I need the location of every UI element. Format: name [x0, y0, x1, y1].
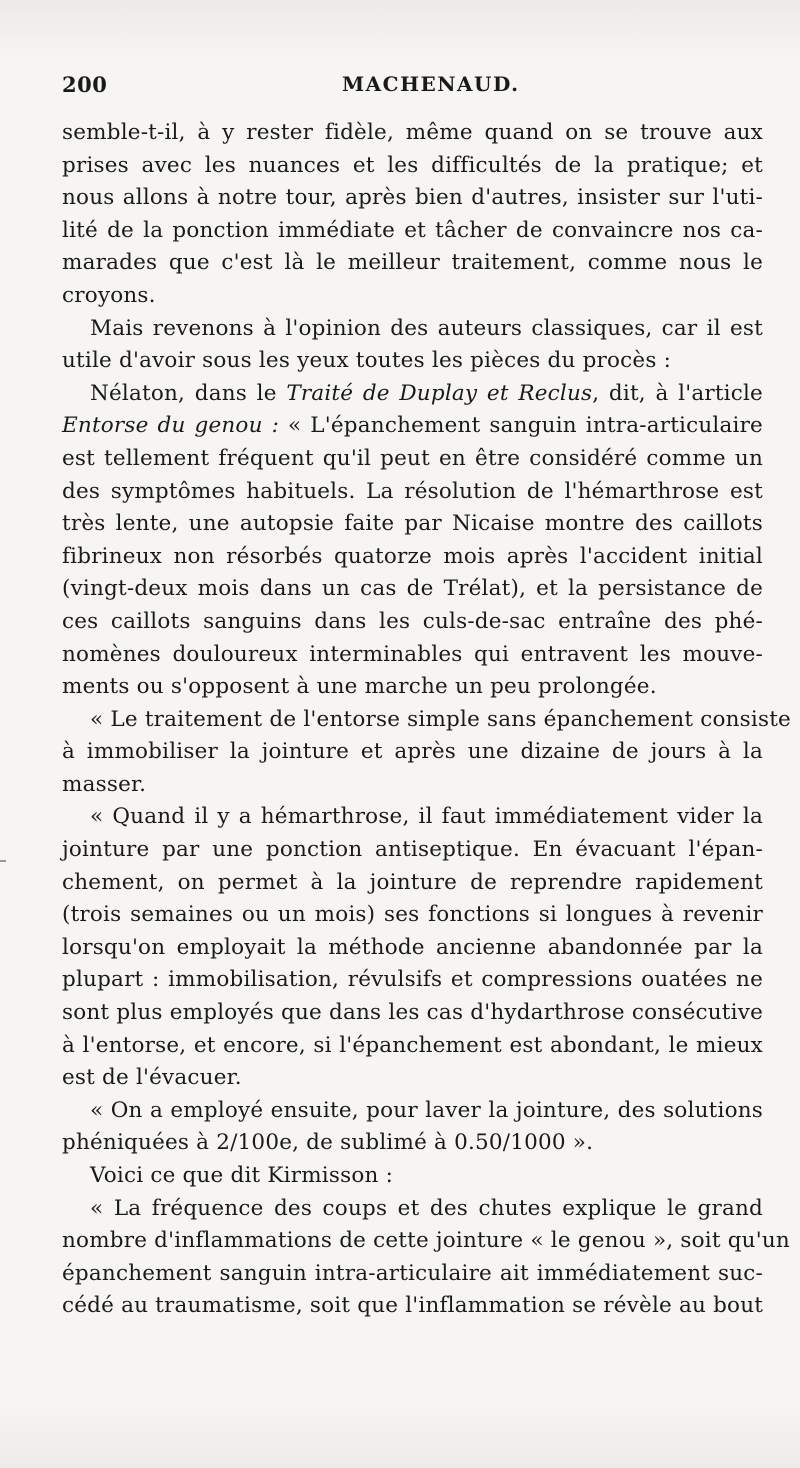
scan-mark [0, 860, 6, 862]
text-line [62, 410, 763, 443]
running-head: MACHENAUD. [342, 72, 520, 96]
text-line: est tellement fréquent qu'il peut en être considéré comme un [62, 445, 763, 471]
text-line: « La fréquence des coups et des chutes explique le grand [90, 1195, 763, 1221]
text-line: plupart : immobilisation, révulsifs et compressions ouatées ne [62, 967, 763, 993]
page-number: 200 [62, 72, 108, 97]
page-header [62, 72, 762, 106]
text-line: est de l'évacuer. [62, 1065, 242, 1091]
text-line: « Le traitement de l'entorse simple sans épanchement consiste [90, 706, 791, 732]
text-line: croyons. [62, 282, 156, 308]
text-line: lité de la ponction immédiate et tâcher de convaincre nos ca- [62, 217, 763, 243]
text-line: semble-t-il, à y rester fidèle, même quand on se trouve aux [62, 120, 763, 145]
text-line: « Quand il y a hémarthrose, il faut immédiatement vider la [90, 804, 763, 830]
text-line: Voici ce que dit Kirmisson : [90, 1163, 394, 1188]
text-line: jointure par une ponction antiseptique. En évacuant l'épan- [62, 837, 763, 863]
text-line: (trois semaines ou un mois) ses fonctions si longues à revenir [62, 902, 763, 928]
text-segment: Nélaton, dans le [90, 380, 287, 406]
text-line: ments ou s'opposent à une marche un peu prolongée. [62, 674, 657, 700]
italic-title: Entorse du genou : [62, 413, 280, 439]
body-text [62, 117, 791, 1323]
text-line: sont plus employés que dans les cas d'hydarthrose consécutive [62, 1000, 763, 1026]
text-line: utile d'avoir sous les yeux toutes les pièces du procès : [62, 348, 672, 374]
text-line: des symptômes habituels. La résolution de l'hémarthrose est [62, 478, 763, 504]
text-line: nomènes douloureux interminables qui entravent les mouve- [62, 641, 763, 667]
text-line: marades que c'est là le meilleur traitement, comme nous le [62, 250, 763, 276]
text-line: épanchement sanguin intra-articulaire ait immédiatement suc- [62, 1260, 763, 1286]
italic-title: Traité de Duplay et Reclus [286, 380, 593, 406]
text-line: lorsqu'on employait la méthode ancienne abandonnée par la [62, 934, 763, 960]
text-line: masser. [62, 771, 147, 797]
text-line: à immobiliser la jointure et après une dizaine de jours à la [62, 739, 763, 765]
text-line: phéniquées à 2/100e, de sublimé à 0.50/1000 ». [62, 1130, 594, 1156]
text-line: Mais revenons à l'opinion des auteurs classiques, car il est [90, 315, 763, 341]
text-line [62, 378, 763, 411]
text-line: fibrineux non résorbés quatorze mois après l'accident initial [62, 543, 763, 569]
text-line: ces caillots sanguins dans les culs-de-sac entraîne des phé- [62, 608, 763, 634]
text-line: à l'entorse, et encore, si l'épanchement est abondant, le mieux [62, 1032, 763, 1058]
text-line: chement, on permet à la jointure de reprendre rapidement [62, 869, 763, 895]
text-line: nombre d'inflammations de cette jointure « le genou », soit qu'un [62, 1228, 790, 1254]
text-segment: « L'épanchement sanguin intra-articulaire [279, 413, 763, 439]
text-line: (vingt-deux mois dans un cas de Trélat), et la persistance de [62, 576, 763, 602]
text-line: nous allons à notre tour, après bien d'autres, insister sur l'uti- [62, 185, 763, 211]
text-line: prises avec les nuances et les difficultés de la pratique; et [62, 152, 763, 178]
text-line: cédé au traumatisme, soit que l'inflammation se révèle au bout [62, 1293, 764, 1319]
text-line: « On a employé ensuite, pour laver la jointure, des solutions [90, 1097, 763, 1123]
text-segment: , dit, à l'article [592, 380, 763, 406]
text-line: très lente, une autopsie faite par Nicaise montre des caillots [62, 511, 763, 537]
